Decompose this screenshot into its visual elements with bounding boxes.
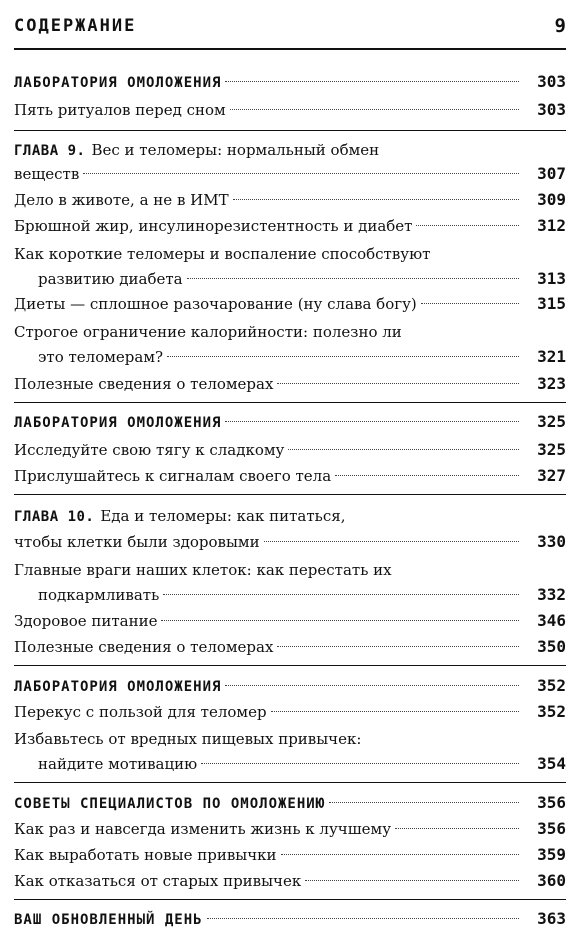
toc-entry-title: Прислушайтесь к сигналам своего тела xyxy=(14,467,332,485)
chapter-title-line1: Вес и теломеры: нормальный обмен xyxy=(91,141,380,159)
running-header-title: СОДЕРЖАНИЕ xyxy=(14,16,137,36)
toc-page-number: 325 xyxy=(537,440,566,459)
toc-page-number: 346 xyxy=(537,611,566,630)
toc-entry-cont xyxy=(14,750,566,778)
dot-leader xyxy=(288,449,519,450)
chapter-label: ГЛАВА 10. xyxy=(14,509,95,525)
toc-page-number: 352 xyxy=(537,702,566,721)
toc-entry xyxy=(14,186,566,214)
toc-page-number: 307 xyxy=(537,164,566,183)
toc-entry-cont xyxy=(14,581,566,609)
dot-leader xyxy=(161,620,519,621)
toc-entry xyxy=(14,815,566,843)
toc-entry xyxy=(14,370,566,398)
dot-leader xyxy=(230,109,519,110)
toc-page-number: 312 xyxy=(537,216,566,235)
toc-entry-title: Как раз и навсегда изменить жизнь к лучшему xyxy=(14,820,392,838)
toc-section-title: ЛАБОРАТОРИЯ ОМОЛОЖЕНИЯ xyxy=(14,679,222,695)
toc-entry-title: Полезные сведения о теломерах xyxy=(14,375,274,393)
toc-section-lab-1 xyxy=(14,68,566,96)
chapter-title-line2: веществ xyxy=(14,165,80,183)
dot-leader xyxy=(167,356,519,357)
toc-entry-title-line1: Главные враги наших клеток: как перестать их xyxy=(14,561,392,579)
toc-page-number: 356 xyxy=(537,819,566,838)
section-divider xyxy=(14,130,566,131)
toc-page-number: 356 xyxy=(537,793,566,812)
toc-entry-title: Пять ритуалов перед сном xyxy=(14,101,226,119)
toc-entry-title-line2: развитию диабета xyxy=(38,270,183,288)
toc-entry xyxy=(14,698,566,726)
toc-page-number: 325 xyxy=(537,412,566,431)
dot-leader xyxy=(271,711,519,712)
dot-leader xyxy=(83,173,519,174)
toc-chapter-10-cont xyxy=(14,528,566,556)
section-divider xyxy=(14,494,566,495)
dot-leader xyxy=(416,225,519,226)
toc-entry-title-line1: Как короткие теломеры и воспаление способствуют xyxy=(14,245,431,263)
toc-entry-cont xyxy=(14,265,566,293)
dot-leader xyxy=(421,303,519,304)
toc-entry-title: Исследуйте свою тягу к сладкому xyxy=(14,441,285,459)
toc-section-new-day xyxy=(14,905,566,933)
toc-entry xyxy=(14,318,566,346)
section-divider xyxy=(14,899,566,900)
section-divider xyxy=(14,782,566,783)
dot-leader xyxy=(225,685,519,686)
toc-entry xyxy=(14,556,566,584)
toc-entry-title-line2: подкармливать xyxy=(38,586,160,604)
toc-entry-title: Как отказаться от старых привычек xyxy=(14,872,302,890)
toc-page-number: 323 xyxy=(537,374,566,393)
section-divider xyxy=(14,665,566,666)
dot-leader xyxy=(277,646,519,647)
toc-entry xyxy=(14,290,566,318)
toc-entry xyxy=(14,96,566,124)
toc-entry xyxy=(14,212,566,240)
toc-page-number: 327 xyxy=(537,466,566,485)
toc-page-number: 359 xyxy=(537,845,566,864)
toc-entry-title-line1: Избавьтесь от вредных пищевых привычек: xyxy=(14,730,362,748)
chapter-title-line1: Еда и теломеры: как питаться, xyxy=(100,507,346,525)
toc-entry-title: Как выработать новые привычки xyxy=(14,846,277,864)
section-divider xyxy=(14,402,566,403)
toc-entry xyxy=(14,867,566,895)
toc-page-number: 354 xyxy=(537,754,566,773)
dot-leader xyxy=(187,278,519,279)
toc-page-number: 313 xyxy=(537,269,566,288)
dot-leader xyxy=(233,199,519,200)
dot-leader xyxy=(305,880,519,881)
page-number: 9 xyxy=(554,15,566,37)
toc-page-number: 363 xyxy=(537,909,566,928)
dot-leader xyxy=(225,421,519,422)
toc-entry-title: Дело в животе, а не в ИМТ xyxy=(14,191,229,209)
dot-leader xyxy=(225,81,519,82)
toc-section-title: ВАШ ОБНОВЛЕННЫЙ ДЕНЬ xyxy=(14,912,203,928)
toc-entry xyxy=(14,462,566,490)
dot-leader xyxy=(329,802,519,803)
toc-page-number: 332 xyxy=(537,585,566,604)
dot-leader xyxy=(277,383,519,384)
toc-entry-title: Здоровое питание xyxy=(14,612,158,630)
toc-entry-title: Брюшной жир, инсулинорезистентность и диабет xyxy=(14,217,413,235)
dot-leader xyxy=(264,541,519,542)
toc-chapter-10 xyxy=(14,502,566,530)
dot-leader xyxy=(163,594,519,595)
dot-leader xyxy=(281,854,520,855)
toc-entry-cont xyxy=(14,343,566,371)
dot-leader xyxy=(395,828,519,829)
toc-section-title: СОВЕТЫ СПЕЦИАЛИСТОВ ПО ОМОЛОЖЕНИЮ xyxy=(14,796,326,812)
toc-page-number: 330 xyxy=(537,532,566,551)
toc-page-number: 352 xyxy=(537,676,566,695)
toc-entry-title-line1: Строгое ограничение калорийности: полезно ли xyxy=(14,323,402,341)
dot-leader xyxy=(335,475,519,476)
toc-section-lab-3 xyxy=(14,672,566,700)
chapter-title-line2: чтобы клетки были здоровыми xyxy=(14,533,260,551)
toc-section-title: ЛАБОРАТОРИЯ ОМОЛОЖЕНИЯ xyxy=(14,415,222,431)
chapter-label: ГЛАВА 9. xyxy=(14,143,86,159)
dot-leader xyxy=(201,763,519,764)
toc-section-lab-2 xyxy=(14,408,566,436)
toc-entry-title: Диеты — сплошное разочарование (ну слава богу) xyxy=(14,295,417,313)
toc-entry xyxy=(14,725,566,753)
toc-entry-title-line2: это теломерам? xyxy=(38,348,164,366)
table-of-contents xyxy=(14,0,566,940)
toc-entry xyxy=(14,841,566,869)
toc-section-title: ЛАБОРАТОРИЯ ОМОЛОЖЕНИЯ xyxy=(14,75,222,91)
toc-section-tips xyxy=(14,789,566,817)
dot-leader xyxy=(207,918,519,919)
toc-entry-title-line2: найдите мотивацию xyxy=(38,755,198,773)
toc-page-number: 303 xyxy=(537,72,566,91)
toc-page-number: 309 xyxy=(537,190,566,209)
toc-entry-title: Полезные сведения о теломерах xyxy=(14,638,274,656)
toc-entry xyxy=(14,436,566,464)
toc-page-number: 321 xyxy=(537,347,566,366)
toc-entry xyxy=(14,607,566,635)
toc-page-number: 303 xyxy=(537,100,566,119)
toc-page-number: 315 xyxy=(537,294,566,313)
toc-entry-title: Перекус с пользой для теломер xyxy=(14,703,267,721)
toc-entry xyxy=(14,240,566,268)
toc-entry xyxy=(14,633,566,661)
toc-chapter-9-cont xyxy=(14,160,566,188)
toc-page-number: 350 xyxy=(537,637,566,656)
toc-page-number: 360 xyxy=(537,871,566,890)
